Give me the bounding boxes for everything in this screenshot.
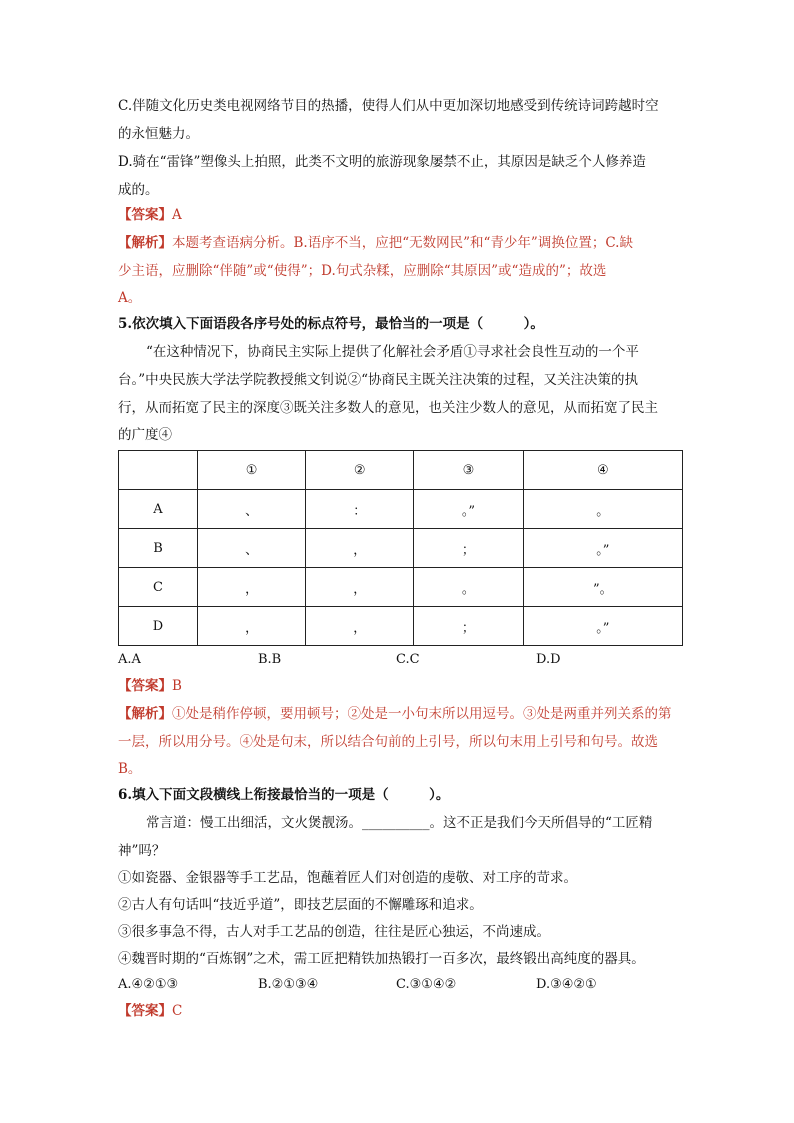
q4-answer [118, 205, 182, 225]
table-cell: ， [306, 529, 414, 568]
q5-choices [118, 650, 561, 670]
table-cell: 。” [414, 490, 523, 529]
choice-b: B.B [258, 652, 282, 667]
q5-passage-line4: 的广度④ [118, 427, 172, 443]
q4-analysis-line3: A。 [118, 290, 142, 306]
q6-choices [118, 975, 597, 995]
answer-value: B [172, 678, 182, 694]
answer-tag: 【答案】 [118, 207, 172, 223]
table-cell: ； [414, 607, 523, 646]
q5-passage-line1: “在这种情况下，协商民主实际上提供了化解社会矛盾①寻求社会良性互动的一个平 [146, 344, 639, 360]
analysis-text: 本题考查语病分析。B.语序不当，应把“无数网民”和“青少年”调换位置；C.缺 [172, 235, 633, 251]
q6-item-1: ①如瓷器、金银器等手工艺品，饱蘸着匠人们对创造的虔敬、对工序的苛求。 [118, 870, 577, 886]
table-cell: ， [198, 568, 306, 607]
table-cell: B [119, 529, 198, 568]
choice-d: D.③④②① [536, 977, 597, 992]
table-cell: 。” [523, 529, 682, 568]
table-cell: A [119, 490, 198, 529]
choice-c: C.C [396, 652, 420, 667]
q5-analysis-line3: B。 [118, 761, 142, 777]
q5-analysis-line1 [118, 704, 672, 724]
analysis-text: ①处是稍作停顿，要用顿号；②处是一小句末所以用逗号。③处是两重并列关系的第 [172, 706, 672, 722]
table-header-row [119, 451, 683, 490]
table-cell [119, 451, 198, 490]
table-cell: 。 [523, 490, 682, 529]
table-cell: ： [306, 490, 414, 529]
q6-item-4: ④魏晋时期的“百炼钢”之术，需工匠把精铁加热锻打一百多次，最终锻出高纯度的器具。 [118, 951, 645, 967]
q6-passage-line1: 常言道：慢工出细活，文火煲靓汤。__________。这不正是我们今天所倡导的“工匠精 [146, 815, 653, 831]
answer-tag: 【答案】 [118, 1003, 172, 1019]
q5-options-table [118, 450, 683, 646]
table-cell: 。 [414, 568, 523, 607]
table-cell: 、 [198, 529, 306, 568]
q4-analysis-line2: 少主语，应删除“伴随”或“使得”；D.句式杂糅，应删除“其原因”或“造成的”；故选 [118, 263, 607, 279]
q5-answer [118, 676, 182, 696]
table-cell: C [119, 568, 198, 607]
q4-option-d-line2: 成的。 [118, 182, 159, 198]
table-cell: ② [306, 451, 414, 490]
q6-item-2: ②古人有句话叫“技近乎道”，即技艺层面的不懈雕琢和追求。 [118, 897, 483, 913]
choice-a: A.④②①③ [118, 977, 179, 992]
table-cell: ”。 [523, 568, 682, 607]
q4-option-c-line1: C.伴随文化历史类电视网络节目的热播，使得人们从中更加深切地感受到传统诗词跨越时空 [118, 98, 659, 114]
q5-passage-line3: 行，从而拓宽了民主的深度③既关注多数人的意见，也关注少数人的意见，从而拓宽了民主 [118, 400, 658, 416]
choice-d: D.D [536, 652, 561, 667]
table-cell: 、 [198, 490, 306, 529]
q6-answer [118, 1001, 182, 1021]
table-cell: ③ [414, 451, 523, 490]
q6-title: 6.填入下面文段横线上衔接最恰当的一项是（ ）。 [118, 787, 450, 803]
table-cell: ， [306, 607, 414, 646]
q5-passage-line2: 台。”中央民族大学法学院教授熊文钊说②“协商民主既关注决策的过程，又关注决策的执 [118, 372, 639, 388]
table-row [119, 490, 683, 529]
table-cell: ； [414, 529, 523, 568]
answer-value: A [172, 207, 182, 223]
analysis-tag: 【解析】 [118, 235, 172, 251]
choice-b: B.②①③④ [258, 977, 319, 992]
table-row [119, 607, 683, 646]
answer-value: C [172, 1003, 183, 1019]
q4-analysis-line1 [118, 233, 633, 253]
choice-a: A.A [118, 652, 141, 667]
q4-option-c-line2: 的永恒魅力。 [118, 126, 199, 142]
q6-item-3: ③很多事急不得，古人对手工艺品的创造，往往是匠心独运，不尚速成。 [118, 924, 550, 940]
analysis-tag: 【解析】 [118, 706, 172, 722]
table-cell: ① [198, 451, 306, 490]
q6-passage-line2: 神”吗？ [118, 843, 166, 859]
table-row [119, 529, 683, 568]
q5-title: 5.依次填入下面语段各序号处的标点符号，最恰当的一项是（ ）。 [118, 316, 544, 332]
choice-c: C.③①④② [396, 977, 457, 992]
table-row [119, 568, 683, 607]
answer-tag: 【答案】 [118, 678, 172, 694]
table-cell: ④ [523, 451, 682, 490]
q4-option-d-line1: D.骑在“雷锋”塑像头上拍照，此类不文明的旅游现象屡禁不止，其原因是缺乏个人修养造 [118, 154, 646, 170]
table-cell: ， [198, 607, 306, 646]
table-cell: ， [306, 568, 414, 607]
q5-analysis-line2: 一层，所以用分号。④处是句末，所以结合句前的上引号，所以句末用上引号和句号。故选 [118, 734, 658, 750]
table-cell: 。” [523, 607, 682, 646]
table-cell: D [119, 607, 198, 646]
